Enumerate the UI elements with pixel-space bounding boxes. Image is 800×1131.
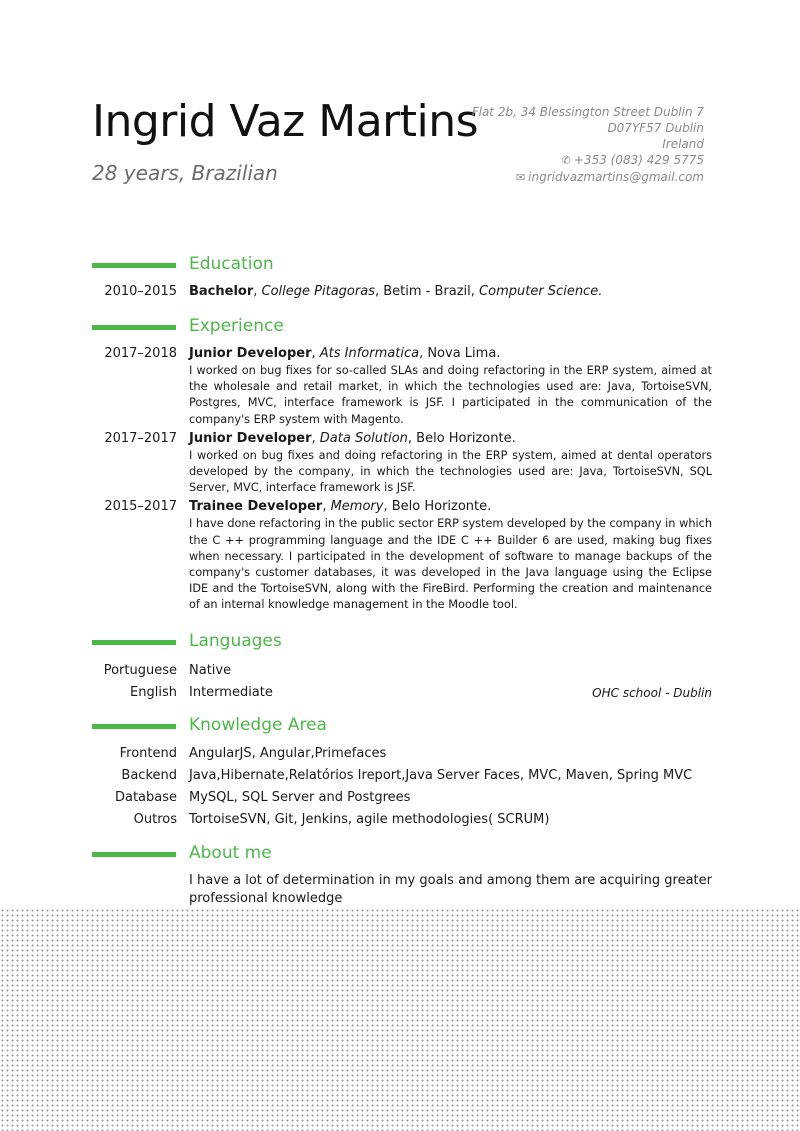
section-accent-bar: [92, 724, 176, 729]
knowledge-area: Database: [114, 790, 177, 805]
job-role: Junior Developer: [189, 430, 312, 446]
experience-section: [92, 316, 712, 614]
language-note: OHC school - Dublin: [592, 686, 712, 700]
email-line[interactable]: [404, 169, 704, 186]
section-accent-bar: [92, 325, 176, 330]
knowledge-area: Frontend: [119, 746, 177, 761]
knowledge-area: Backend: [121, 768, 177, 783]
section-header: [92, 631, 712, 655]
address-line-2: D07YF57 Dublin: [607, 121, 704, 135]
candidate-subtitle: 28 years, Brazilian: [92, 161, 278, 185]
school: College Pitagoras: [261, 284, 375, 299]
knowledge-row: [92, 787, 712, 809]
dotted-overlay: [0, 908, 800, 1131]
section-title-experience: Experience: [189, 316, 284, 336]
section-accent-bar: [92, 852, 176, 857]
section-title-education: Education: [189, 254, 274, 274]
section-accent-bar: [92, 263, 176, 268]
about-row: [92, 872, 712, 908]
entry-date: 2015–2017: [104, 499, 177, 515]
job-role: Junior Developer: [189, 346, 312, 361]
section-title-knowledge: Knowledge Area: [189, 715, 327, 735]
experience-entry: 2017–2018 Junior Developer, Ats Informatica, Nova Lima. I worked on bug fixes for so-called SLAs and doing refactoring in the ERP system, aimed at the wholesale and retail market, in which the technologies used are: Java, TortoiseSVN, Postgres, MVC, interface framework is JSF. I participated in the communication of the company's ERP system with Magento.: [92, 345, 712, 428]
knowledge-area: Outros: [133, 812, 177, 827]
company: Data Solution: [319, 430, 408, 446]
language-name: English: [130, 685, 177, 700]
languages-section: [92, 631, 712, 704]
entry-date: 2017–2018: [104, 346, 177, 361]
education-entry: 2010–2015 Bachelor, College Pitagoras, Betim - Brazil, Computer Science.: [92, 283, 712, 300]
job-description: I worked on bug fixes for so-called SLAs and doing refactoring in the ERP system, aimed at the wholesale and retail market, in which the technologies used are: Java, TortoiseSVN, Postgres, MVC, interface framework is JSF. I participated in the communication of the company's ERP system with Magento.: [189, 364, 712, 426]
envelope-icon: ✉: [515, 171, 526, 184]
education-section: [92, 254, 712, 300]
address-line-3: Ireland: [662, 137, 704, 151]
section-title-about: About me: [189, 843, 272, 863]
knowledge-items: TortoiseSVN, Git, Jenkins, agile methodologies( SCRUM): [189, 812, 550, 827]
language-row: [92, 682, 712, 704]
knowledge-items: Java,Hibernate,Relatórios Ireport,Java Server Faces, MVC, Maven, Spring MVC: [189, 768, 693, 783]
company: Ats Informatica: [319, 346, 420, 361]
experience-entry: 2015–2017 Trainee Developer, Memory, Belo Horizonte. I have done refactoring in the public sector ERP system developed by the company in which the C ++ programming language and the IDE C ++ Builder 6 are used, making bug fixes when necessary. I participated in the development of software to manage backups of the company's customer databases, it was developed in the Java language using the Eclipse IDE and the TortoiseSVN, along with the FireBird. Performing the creation and maintenance of an internal knowledge management in the Moodle tool.: [92, 498, 712, 613]
degree: Bachelor: [189, 284, 254, 299]
section-header: [92, 316, 712, 340]
section-header: [92, 715, 712, 739]
about-text: I have a lot of determination in my goals and among them are acquiring greater professional knowledge: [189, 873, 712, 906]
knowledge-row: [92, 765, 712, 787]
section-header: [92, 843, 712, 867]
language-row: [92, 660, 712, 682]
phone-line: [404, 152, 704, 169]
knowledge-items: AngularJS, Angular,Primefaces: [189, 746, 387, 761]
job-description: I have done refactoring in the public sector ERP system developed by the company in which the C ++ programming language and the IDE C ++ Builder 6 are used, making bug fixes when necessary. I participated in the development of software to manage backups of the company's customer databases, it was developed in the Java language using the Eclipse IDE and the TortoiseSVN, along with the FireBird. Performing the creation and maintenance of an internal knowledge management in the Moodle tool.: [189, 517, 712, 612]
job-location: Belo Horizonte.: [391, 499, 492, 515]
section-title-languages: Languages: [189, 631, 282, 651]
section-accent-bar: [92, 640, 176, 645]
field-of-study: Computer Science.: [479, 284, 603, 299]
job-location: Belo Horizonte.: [416, 430, 516, 446]
knowledge-row: [92, 743, 712, 765]
address-line-1: Flat 2b, 34 Blessington Street Dublin 7: [471, 105, 704, 119]
company: Memory: [330, 499, 384, 515]
experience-entry: 2017–2017 Junior Developer, Data Solution, Belo Horizonte. I worked on bug fixes and doing refactoring in the ERP system, aimed at dental operators developed by the company, in which the technologies used are: Java, TortoiseSVN, SQL Server, MVC, interface framework is JSF.: [92, 430, 712, 497]
entry-date: 2010–2015: [104, 284, 177, 299]
knowledge-row: [92, 809, 712, 831]
language-name: Portuguese: [103, 663, 177, 678]
language-level: Native: [189, 663, 232, 678]
candidate-name: Ingrid Vaz Martins: [92, 96, 479, 147]
language-level: Intermediate: [189, 685, 273, 700]
phone-icon: ✆: [561, 154, 571, 167]
job-location: Nova Lima.: [427, 346, 501, 361]
phone-number: +353 (083) 429 5775: [573, 153, 704, 167]
job-description: I worked on bug fixes and doing refactoring in the ERP system, aimed at dental operators developed by the company, in which the technologies used are: Java, TortoiseSVN, SQL Server, MVC, interface framework is JSF.: [189, 448, 712, 495]
contact-block: [404, 104, 704, 186]
email-address[interactable]: ingridvazmartins@gmail.com: [528, 170, 704, 184]
section-header: [92, 254, 712, 278]
entry-date: 2017–2017: [104, 430, 177, 446]
about-section: [92, 843, 712, 908]
knowledge-section: [92, 715, 712, 831]
job-role: Trainee Developer: [189, 499, 323, 515]
knowledge-items: MySQL, SQL Server and Postgrees: [189, 790, 411, 805]
school-location: Betim - Brazil: [383, 284, 471, 299]
